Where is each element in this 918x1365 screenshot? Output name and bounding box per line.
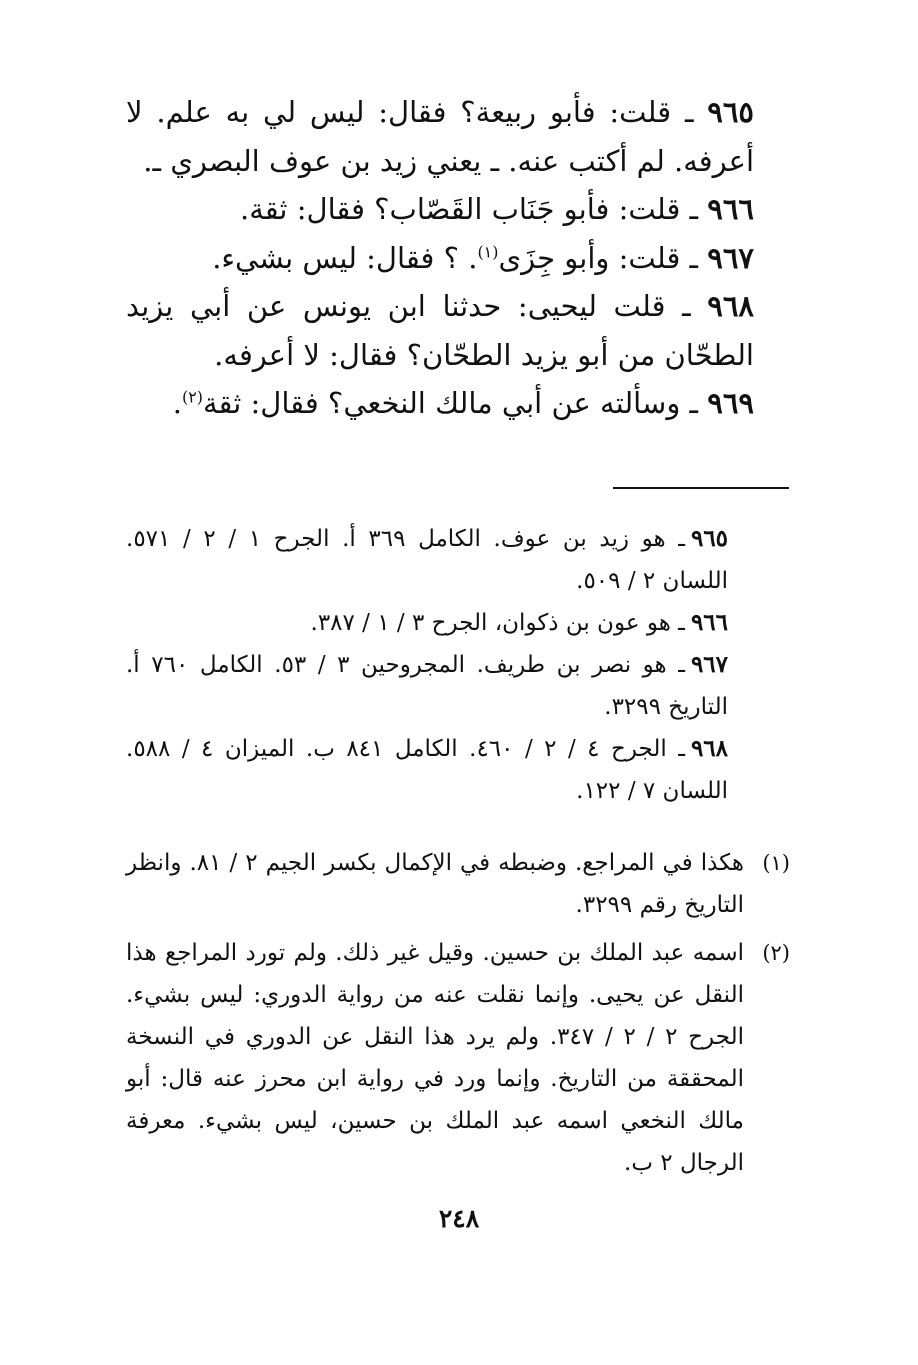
- page-number: ٢٤٨: [438, 1204, 480, 1233]
- entry-number: ٩٦٨: [707, 289, 755, 323]
- editor-note-967: [126, 644, 790, 728]
- editor-note-968: [126, 728, 790, 812]
- entry-text: ـ وسألته عن أبي مالك النخعي؟ فقال: ثقة: [203, 386, 699, 420]
- footnote-marker: (٢): [182, 387, 203, 407]
- entry-text: ـ قلت ليحيى: حدثنا ابن يونس عن أبي يزيد الطحّان من أبو يزيد الطحّان؟ فقال: لا أعرفه.: [126, 289, 754, 372]
- note-number: ٩٦٦: [690, 609, 728, 636]
- footnote-2: [126, 932, 790, 1184]
- note-text: ـ هو نصر بن طريف. المجروحين ٣ / ٥٣. الكامل ٧٦٠ أ. التاريخ ٣٢٩٩.: [126, 652, 728, 720]
- main-text-block: [126, 88, 790, 428]
- footnote-marker: (١): [762, 851, 790, 875]
- editor-note-966: [126, 602, 790, 644]
- entry-text-after: . ؟ فقال: ليس بشيء.: [212, 240, 478, 275]
- note-number: ٩٦٥: [690, 525, 729, 552]
- editor-note-965: [126, 518, 790, 602]
- entry-text: ـ قلت: وأبو جِزَى: [498, 240, 699, 275]
- footnote-marker: (١): [477, 241, 499, 261]
- footnote-text: اسمه عبد الملك بن حسين. وقيل غير ذلك. ولم تورد المراجع هذا النقل عن يحيى. وإنما نقلت عنه من رواية الدوري: ليس بشيء. الجرح ٢ / ٢ / ٣٤٧. ولم يرد هذا النقل عن الدوري في النسخة المحققة من التاريخ. وإنما ورد في رواية ابن محرز عنه قال: أبو مالك النخعي اسمه عبد الملك بن حسين، ليس بشيء. معرفة الرجال ٢ ب.: [126, 940, 745, 1176]
- note-text: ـ هو عون بن ذكوان، الجرح ٣ / ١ / ٣٨٧.: [310, 610, 685, 636]
- entry-number: ٩٦٦: [707, 192, 754, 226]
- entry-text: ـ قلت: فأبو جَنَاب القَصّاب؟ فقال: ثقة.: [240, 192, 699, 226]
- entry-965: [126, 88, 790, 185]
- note-text: ـ هو زيد بن عوف. الكامل ٣٦٩ أ. الجرح ١ / ٢ / ٥٧١. اللسان ٢ / ٥٠٩.: [126, 526, 728, 594]
- entry-966: [126, 185, 790, 234]
- footnote-marker: (٢): [762, 941, 790, 965]
- note-number: ٩٦٧: [690, 651, 729, 678]
- entry-969: [126, 379, 790, 428]
- footnotes: [126, 842, 790, 1190]
- footnote-1: [126, 842, 790, 926]
- entry-number: ٩٦٥: [707, 95, 754, 129]
- entry-text-after: .: [172, 386, 182, 420]
- editor-notes: [126, 518, 790, 812]
- footnote-divider: [613, 487, 789, 489]
- footnote-text: هكذا في المراجع. وضبطه في الإكمال بكسر الجيم ٢ / ٨١. وانظر التاريخ رقم ٣٢٩٩.: [126, 850, 745, 918]
- entry-text: ـ قلت: فأبو ربيعة؟ فقال: ليس لي به علم. لا أعرفه. لم أكتب عنه. ـ يعني زيد بن عوف البصري ـ.: [126, 95, 754, 178]
- entry-968: [126, 282, 790, 379]
- entry-number: ٩٦٧: [707, 240, 754, 275]
- note-number: ٩٦٨: [690, 735, 729, 762]
- entry-967: [126, 234, 790, 283]
- note-text: ـ الجرح ٤ / ٢ / ٤٦٠. الكامل ٨٤١ ب. الميزان ٤ / ٥٨٨. اللسان ٧ / ١٢٢.: [126, 736, 728, 804]
- entry-number: ٩٦٩: [707, 386, 754, 420]
